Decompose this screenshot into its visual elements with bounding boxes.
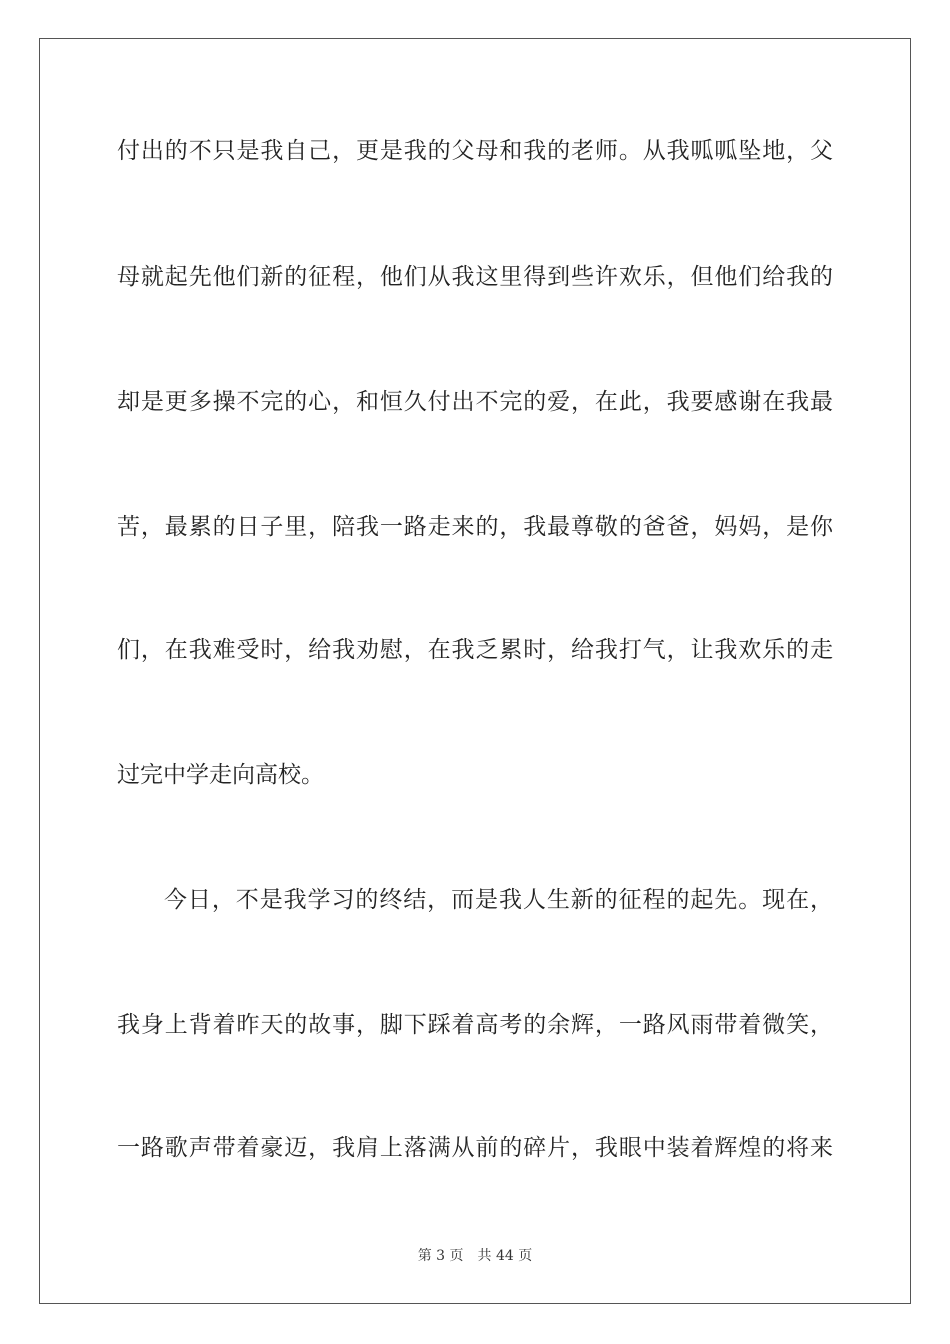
page-number: 第 3 页 [417,1248,464,1264]
page-footer [0,1247,950,1265]
body-line-1: 付出的不只是我自己，更是我的父母和我的老师。从我呱呱坠地，父 [117,138,833,164]
body-line-7: 今日，不是我学习的终结，而是我人生新的征程的起先。现在， [164,887,833,913]
body-line-3: 却是更多操不完的心，和恒久付出不完的爱，在此，我要感谢在我最 [117,389,833,415]
body-line-5: 们，在我难受时，给我劝慰，在我乏累时，给我打气，让我欢乐的走 [117,637,833,663]
page-total: 共 44 页 [477,1248,533,1264]
body-line-9: 一路歌声带着豪迈，我肩上落满从前的碎片，我眼中装着辉煌的将来 [117,1135,833,1161]
body-line-6: 过完中学走向高校。 [117,762,324,788]
page-border [39,38,911,1304]
body-line-2: 母就起先他们新的征程，他们从我这里得到些许欢乐，但他们给我的 [117,264,833,290]
body-line-4: 苦，最累的日子里，陪我一路走来的，我最尊敬的爸爸，妈妈，是你 [117,514,833,540]
body-line-8: 我身上背着昨天的故事，脚下踩着高考的余辉，一路风雨带着微笑， [117,1012,833,1038]
